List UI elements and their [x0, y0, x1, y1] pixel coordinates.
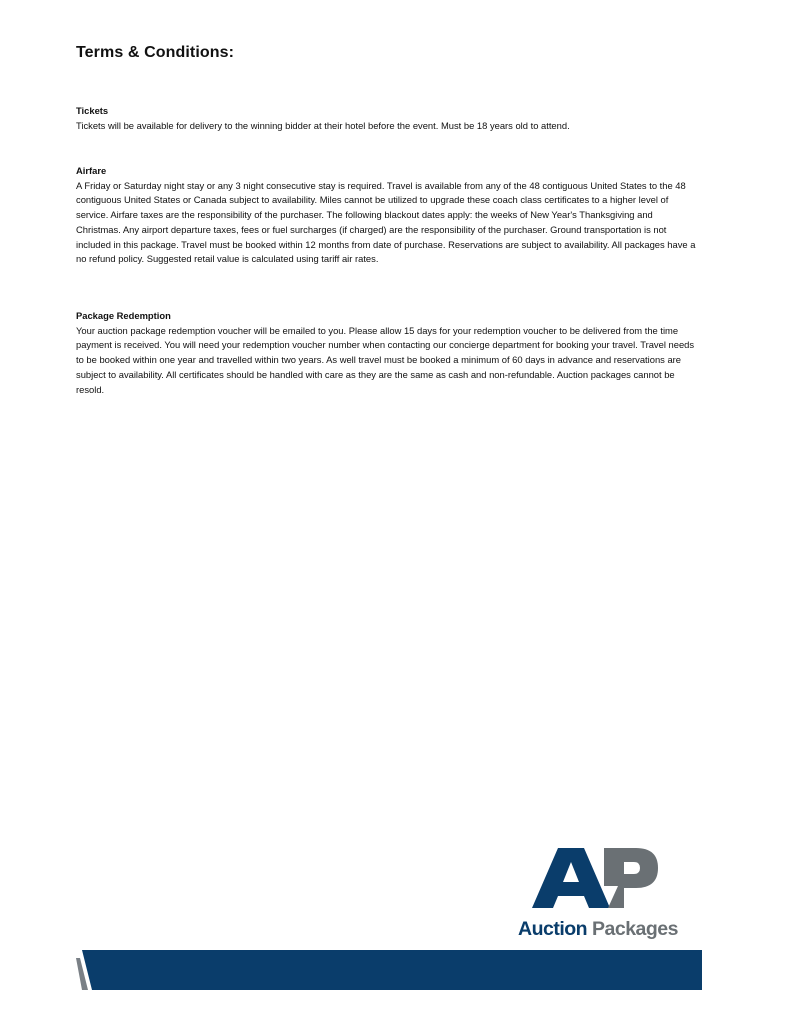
footer-bar [76, 950, 702, 990]
section-heading-package-redemption: Package Redemption [76, 310, 171, 321]
section-airfare [76, 164, 696, 267]
logo-word-auction: Auction [518, 918, 588, 940]
section-heading-airfare: Airfare [76, 165, 107, 176]
section-package-redemption [76, 309, 696, 397]
ap-logo-mark-icon [518, 846, 698, 916]
footer-stripe-graphic [76, 950, 702, 990]
section-body-tickets: Tickets will be available for delivery to the winning bidder at their hotel before the event. Must be 18 years old to attend. [76, 119, 570, 131]
section-body-airfare: A Friday or Saturday night stay or any 3 night consecutive stay is required. Travel is available from any of the 48 contiguous United States to the 48 contiguous United States or Canada subject to availability. Miles cannot be utilized to upgrade these coach class certificates to a higher level of service. Airfare taxes are the responsibility of the purchaser. The following blackout dates apply: the weeks of New Year's Thanksgiving and Christmas. Any airport departure taxes, fees or fuel surcharges (if charged) are the responsibility of the purchaser. Ground transportation is not included in this package. Travel must be booked within 12 months from date of purchase. Reservations are subject to availability. All packages have a no refund policy. Suggested retail value is calculated using tariff air rates. [76, 179, 696, 265]
page-title: Terms & Conditions: [76, 44, 235, 61]
auction-packages-logo [518, 846, 698, 946]
section-body-package-redemption: Your auction package redemption voucher will be emailed to you. Please allow 15 days for your redemption voucher to be delivered from the time payment is received. You will need your redemption voucher number when contacting our concierge department for booking your travel. Travel needs to be booked within one year and travelled within two years. As well travel must be booked a minimum of 60 days in advance and reservations are subject to availability. All certificates should be handled with care as they are the same as cash and non-refundable. Auction packages cannot be resold. [76, 324, 695, 395]
section-tickets [76, 104, 696, 133]
logo-wordmark [518, 918, 698, 941]
logo-word-packages: Packages [592, 918, 678, 940]
section-heading-tickets: Tickets [76, 105, 109, 116]
